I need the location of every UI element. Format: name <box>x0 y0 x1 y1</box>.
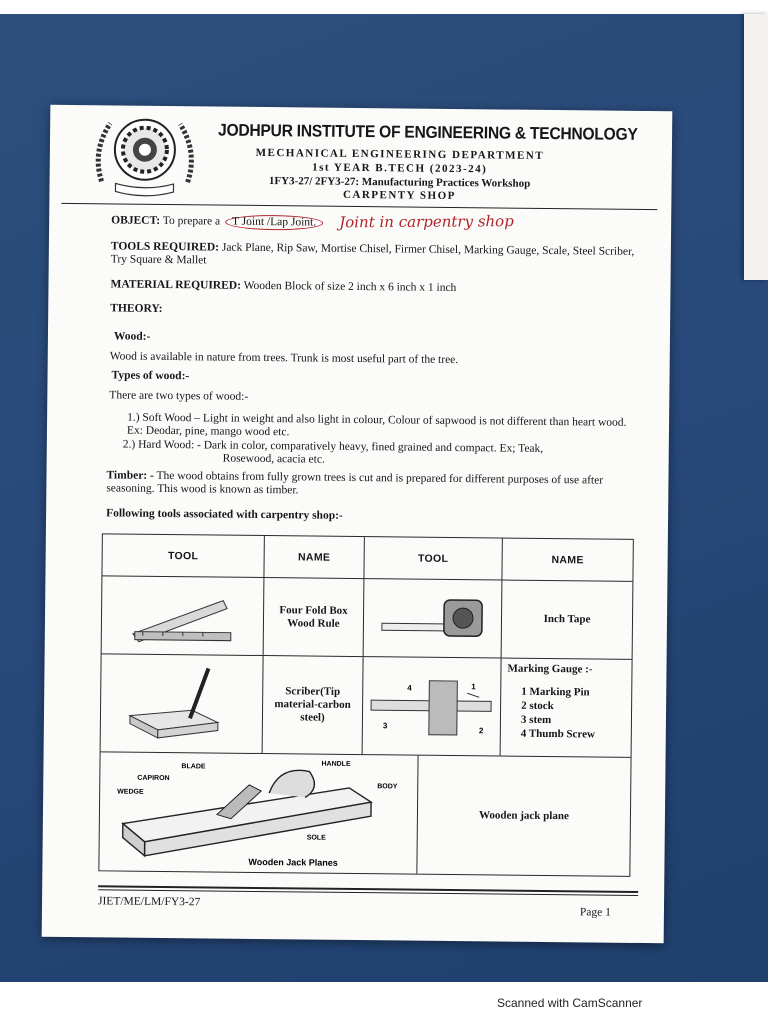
scriber-icon <box>121 663 242 744</box>
plane-label-blade: BLADE <box>180 763 206 771</box>
timber-label: Timber: - <box>106 469 154 482</box>
gauge-callout-4: 4 <box>406 683 412 693</box>
table-header-tool-1: TOOL <box>102 534 264 578</box>
department-name: MECHANICAL ENGINEERING DEPARTMENT <box>255 146 545 162</box>
four-fold-rule-name: Four Fold Box Wood Rule <box>264 578 365 657</box>
inch-tape-image <box>364 579 503 658</box>
tools-table <box>98 533 634 877</box>
marking-gauge-title: Marking Gauge :- <box>507 662 593 676</box>
course-batch: 1FY3-27/ 2FY3-27: Manufacturing Practices Workshop <box>268 175 531 190</box>
scriber-image <box>101 654 264 754</box>
plane-caption: Wooden Jack Planes <box>247 856 338 868</box>
marking-gauge-icon <box>366 666 497 747</box>
table-header-tool-2: TOOL <box>364 537 502 580</box>
tools-table-heading: Following tools associated with carpentry shop:- <box>106 507 343 522</box>
handwritten-note: Joint in carpentry shop <box>339 212 514 232</box>
types-heading: Types of wood:- <box>111 369 190 383</box>
scriber-name: Scriber(Tip material-carbon steel) <box>263 656 364 755</box>
object-label: OBJECT: <box>111 214 161 227</box>
jack-plane-name: Wooden jack plane <box>478 808 569 822</box>
material-text: Wooden Block of size 2 inch x 6 inch x 1 inch <box>243 279 457 295</box>
plane-label-sole: SOLE <box>306 834 326 842</box>
scanner-watermark: Scanned with CamScanner <box>497 996 643 1010</box>
hard-wood-line-1: 2.) Hard Wood: - Dark in color, comparatively heavy, fined grained and compact. Ex; Teak, <box>122 438 544 455</box>
marking-gauge-image <box>363 657 502 756</box>
marking-gauge-part: 3 stem <box>520 713 552 727</box>
jack-plane-diagram-icon <box>108 755 409 870</box>
wood-text: Wood is available in nature from trees. Trunk is most useful part of the tree. <box>109 350 459 367</box>
joint-circled-text: T Joint /Lap Joint. <box>225 215 323 231</box>
institute-name: JODHPUR INSTITUTE OF ENGINEERING & TECHNOLOGY <box>218 120 638 144</box>
plane-label-body: BODY <box>376 783 398 791</box>
jack-plane-image <box>99 752 418 873</box>
material-label: MATERIAL REQUIRED: <box>110 278 242 292</box>
plane-label-capiron: CAPIRON <box>136 774 170 783</box>
marking-gauge-part: 2 stock <box>521 699 554 713</box>
soft-wood-item: 1.) Soft Wood – Light in weight and also light in colour, Colour of sapwood is not different than heart wood. Ex: Deodar, pine, mango wood etc. <box>126 411 627 439</box>
marking-gauge-part: 4 Thumb Screw <box>520 727 596 741</box>
gauge-callout-1: 1 <box>470 681 476 691</box>
folding-rule-icon <box>122 585 243 646</box>
institute-logo-icon <box>89 111 200 198</box>
tools-required <box>111 240 641 272</box>
plane-label-handle: HANDLE <box>320 760 351 768</box>
tape-measure-icon <box>377 593 488 644</box>
tools-text: Jack Plane, Rip Saw, Mortise Chisel, Firmer Chisel, Marking Gauge, Scale, Steel Scriber, Try Square & Mallet <box>110 241 635 267</box>
wood-heading: Wood:- <box>113 330 151 343</box>
marking-gauge-parts <box>501 659 632 758</box>
timber-text: The wood obtains from fully grown trees is cut and is prepared for different purposes of use after seasoning. This wood is known as timber. <box>106 469 604 497</box>
table-header-name-1: NAME <box>264 536 364 579</box>
page-number: Page 1 <box>579 906 611 919</box>
marking-gauge-part: 1 Marking Pin <box>521 685 590 699</box>
types-intro: There are two types of wood:- <box>109 389 249 403</box>
theory-heading: THEORY: <box>110 302 163 315</box>
timber-paragraph <box>106 469 646 501</box>
hard-wood-line-2: Rosewood, acacia etc. <box>222 452 325 466</box>
plane-label-wedge: WEDGE <box>116 788 144 796</box>
inch-tape-name: Inch Tape <box>502 581 633 660</box>
adjacent-paper-edge <box>744 14 768 280</box>
material-required <box>110 278 640 297</box>
academic-year: 1st YEAR B.TECH (2023-24) <box>312 161 488 176</box>
four-fold-rule-image <box>102 576 265 656</box>
table-header-name-2: NAME <box>502 539 632 582</box>
header-divider <box>61 203 657 210</box>
document-code: JIET/ME/LM/FY3-27 <box>97 895 201 909</box>
gauge-callout-3: 3 <box>382 720 387 730</box>
document-page <box>42 105 673 943</box>
gauge-callout-2: 2 <box>478 725 483 735</box>
hard-wood-item <box>123 439 638 470</box>
tools-label: TOOLS REQUIRED: <box>110 240 220 254</box>
shop-name: CARPENTY SHOP <box>342 188 456 203</box>
object-text: To prepare a <box>162 214 221 228</box>
